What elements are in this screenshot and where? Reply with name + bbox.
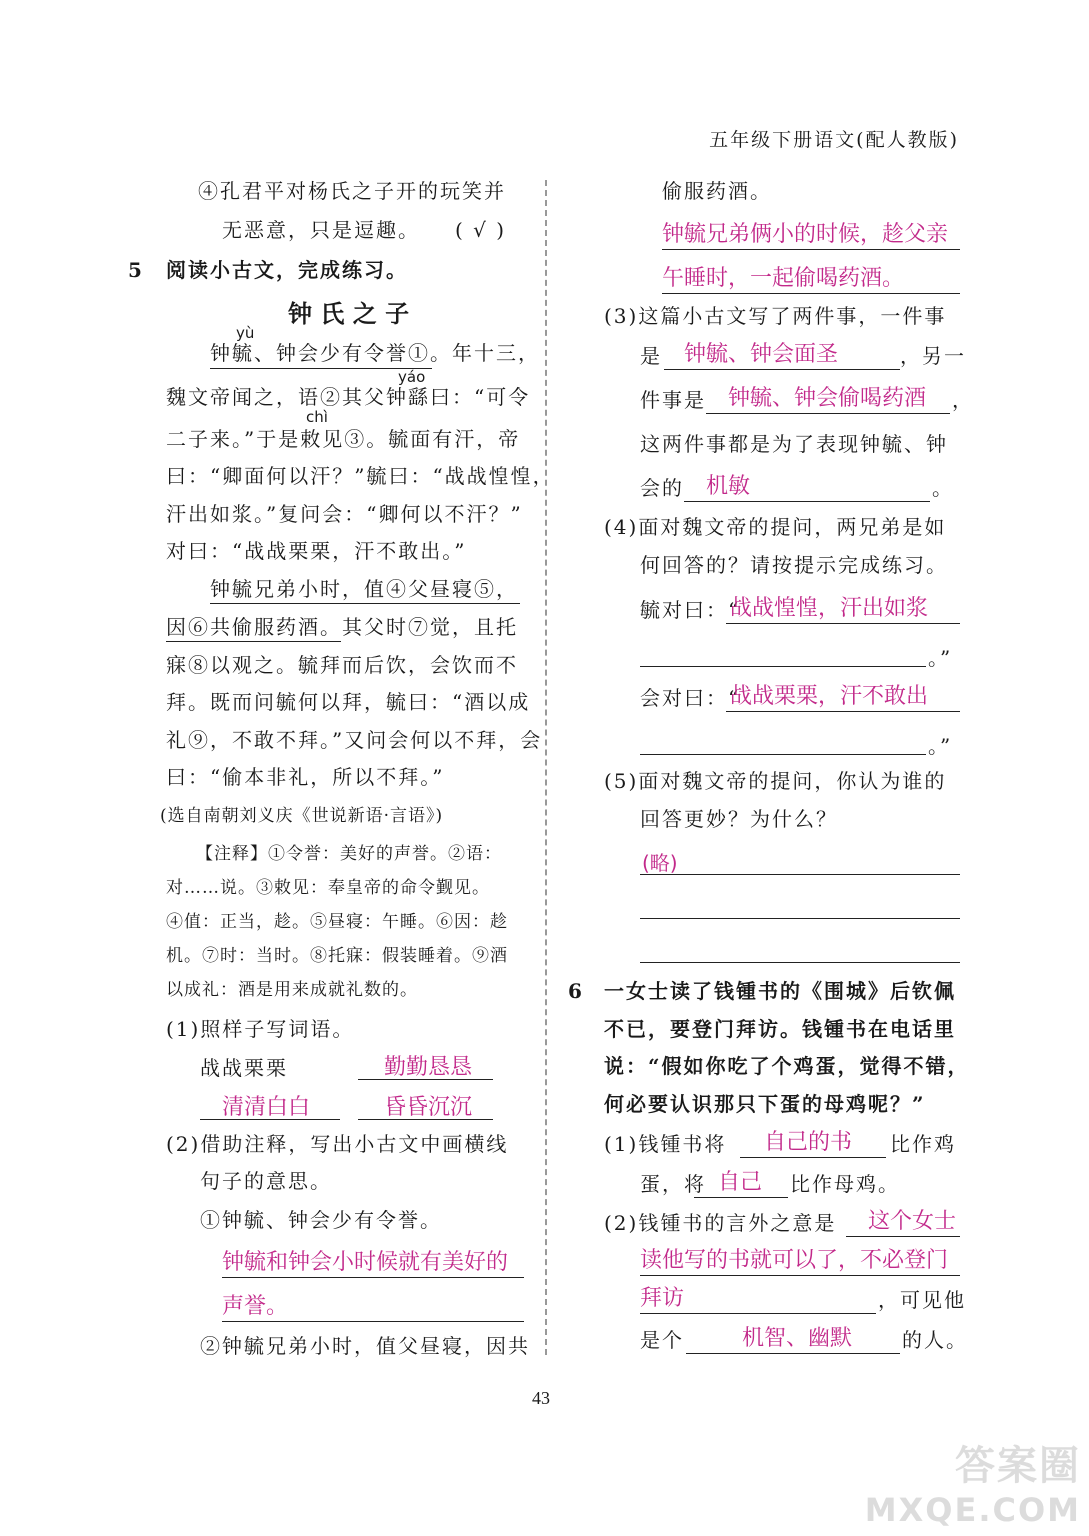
answer-1b: 清清白白: [222, 1095, 311, 1120]
q6-sub2-post: ，可见他: [878, 1288, 966, 1312]
sub2-line2: 句子的意思。: [200, 1169, 332, 1193]
q6-line2: 不已，要登门拜访。钱锺书在电话里: [604, 1017, 956, 1041]
passage-line4: 曰：“卿面何以汗？”毓曰：“战战惶惶，: [166, 464, 555, 488]
answer-2a-line1: 钟毓和钟会小时候就有美好的: [222, 1250, 509, 1275]
answer-2a-line2: 声誉。: [222, 1294, 289, 1319]
page-number: 43: [532, 1388, 550, 1408]
answer-6b: 自己: [718, 1170, 763, 1195]
answer-1c: 昏昏沉沉: [384, 1095, 473, 1120]
blank-3a: [664, 369, 900, 370]
sub2-item1: ①钟毓、钟会少有令誉。: [200, 1208, 442, 1232]
watermark-line2: MXQE.COM: [864, 1491, 1081, 1529]
blank-1a: [358, 1079, 493, 1080]
blank-3b: [706, 413, 950, 414]
answer-5: (略): [642, 851, 678, 875]
blank-4a-line2: [640, 666, 926, 667]
blank-2a-line2: [222, 1321, 524, 1322]
sub4-hui-label: 会对曰：“: [640, 686, 741, 710]
q6-number: 6: [568, 979, 584, 1003]
sub2-item2: ②钟毓兄弟小时，值父昼寝，因共: [200, 1334, 530, 1358]
passage-line12: 曰：“偷本非礼，所以不拜。”: [166, 765, 445, 789]
q6-sub1-line2-post: 比作母鸡。: [790, 1172, 900, 1196]
q6-line3: 说：“假如你吃了个鸡蛋，觉得不错，: [604, 1054, 970, 1078]
answer-2b-line1: 钟毓兄弟俩小的时候，趁父亲: [662, 222, 949, 247]
blank-2a-line1: [222, 1277, 524, 1278]
passage-line9: 寐⑧以观之。毓拜而后饮，会饮而不: [166, 653, 518, 677]
blank-2b-line1: [662, 249, 960, 250]
blank-6c-line2: [640, 1275, 960, 1276]
passage-line2: 魏文帝闻之，语②其父钟繇曰：“可令: [166, 385, 531, 409]
passage-line1: 钟毓、钟会少有令誉①。年十三，: [210, 341, 540, 365]
note-line3: ④值：正当，趁。⑤昼寝：午睡。⑥因：趁: [166, 912, 508, 932]
sub2-item2-cont: 偷服药酒。: [662, 179, 772, 203]
underline-p7: [210, 603, 520, 604]
sub5-line2: 回答更妙？为什么？: [640, 807, 838, 831]
note-line2: 对……说。③敕见：奉皇帝的命令觐见。: [166, 878, 490, 898]
answer-4a: 战战惶惶，汗出如浆: [730, 596, 929, 621]
sub3-line3-pre: 件事是: [640, 388, 706, 412]
sub3-line3-post: ，: [952, 388, 974, 412]
q6-line1: 一女士读了钱锺书的《围城》后钦佩: [604, 979, 956, 1003]
note-line1: 【注释】①令誉：美好的声誉。②语：: [196, 844, 502, 864]
sub3-line1: (3)这篇小古文写了两件事，一件事: [604, 304, 947, 328]
q4-item4-line1: ④孔君平对杨氏之子开的玩笑并: [198, 179, 506, 203]
watermark-line1: 答案圈: [955, 1443, 1081, 1489]
answer-3b: 钟毓、钟会偷喝药酒: [728, 386, 927, 411]
passage-line8: 因⑥共偷服药酒。其父时⑦觉，且托: [166, 615, 518, 639]
blank-4b-line2: [640, 754, 926, 755]
passage-line7: 钟毓兄弟小时，值④父昼寝⑤，: [210, 577, 518, 601]
q6-sub2-pre: (2)钱锺书的言外之意是: [604, 1211, 837, 1235]
answer-4b: 战战栗栗，汗不敢出: [730, 684, 929, 709]
passage-line3: 二子来。”于是敕见③。毓面有汗，帝: [166, 427, 521, 451]
blank-6c-line1: [846, 1236, 960, 1237]
blank-4b-line1: [726, 711, 960, 712]
blank-1b: [200, 1119, 340, 1120]
sub1-prompt: (1)照样子写词语。: [166, 1017, 355, 1041]
q4-item4-mark: ( √ ): [455, 218, 507, 242]
answer-6d: 机智、幽默: [742, 1326, 853, 1351]
sample-word: 战战栗栗: [200, 1056, 288, 1080]
q5-number: 5: [128, 258, 144, 282]
passage-line6: 对曰：“战战栗栗，汗不敢出。”: [166, 539, 467, 563]
sub3-line4: 这两件事都是为了表现钟毓、钟: [640, 432, 948, 456]
answer-2b-line2: 午睡时，一起偷喝药酒。: [662, 266, 905, 291]
poem-title: 钟 氏 之 子: [288, 299, 410, 328]
sub4-hui-close: 。”: [928, 734, 953, 758]
q6-sub2-line4-post: 的人。: [902, 1328, 968, 1352]
answer-6c-line1: 这个女士: [868, 1209, 957, 1234]
answer-1a: 勤勤恳恳: [384, 1055, 473, 1080]
sub4-line2: 何回答的？请按提示完成练习。: [640, 553, 948, 577]
sub3-line2-pre: 是: [640, 344, 662, 368]
blank-2b-line2: [662, 293, 960, 294]
q6-line4: 何必要认识那只下蛋的母鸡呢？”: [604, 1092, 926, 1116]
answer-3a: 钟毓、钟会面圣: [684, 342, 839, 367]
q5-title: 阅读小古文，完成练习。: [166, 258, 408, 282]
answer-6c-line3: 拜访: [640, 1286, 685, 1311]
blank-5-line3: [640, 962, 960, 963]
answer-3c: 机敏: [706, 474, 751, 499]
sub4-line1: (4)面对魏文帝的提问，两兄弟是如: [604, 515, 947, 539]
q4-item4-line2: 无恶意，只是逗趣。: [222, 218, 420, 242]
blank-5-line2: [640, 918, 960, 919]
blank-6d: [686, 1353, 900, 1354]
underline-p8: [166, 641, 341, 642]
pinyin-chi: chì: [306, 408, 328, 426]
answer-6a: 自己的书: [764, 1130, 853, 1155]
sub3-line2-post: ，另一: [900, 344, 966, 368]
column-divider: [545, 180, 547, 1355]
q6-sub1-post: 比作鸡: [890, 1132, 956, 1156]
passage-source: (选自南朝刘义庆《世说新语·言语》): [160, 806, 444, 826]
blank-6a: [740, 1157, 886, 1158]
sub4-yu-label: 毓对曰：“: [640, 598, 741, 622]
note-line5: 以成礼：酒是用来成就礼数的。: [166, 980, 418, 1000]
passage-line11: 礼⑨，不敢不拜。”又问会何以不拜，会: [166, 728, 543, 752]
blank-1c: [358, 1119, 493, 1120]
blank-3c: [684, 501, 930, 502]
blank-6b: [694, 1197, 788, 1198]
sub3-line5-pre: 会的: [640, 476, 684, 500]
sub5-line1: (5)面对魏文帝的提问，你认为谁的: [604, 769, 947, 793]
sub3-line5-post: 。: [932, 476, 954, 500]
page-header: 五年级下册语文(配人教版): [709, 129, 959, 151]
passage-line5: 汗出如浆。”复问会：“卿何以不汗？”: [166, 502, 523, 526]
blank-4a-line1: [726, 623, 960, 624]
sub4-yu-close: 。”: [928, 646, 953, 670]
watermark-logo: [865, 1444, 1081, 1532]
blank-6c-line3: [640, 1313, 876, 1314]
note-line4: 机。⑦时：当时。⑧托寐：假装睡着。⑨酒: [166, 946, 508, 966]
pinyin-yu: yù: [236, 324, 255, 342]
blank-5-line1: [640, 874, 960, 875]
answer-6c-line2: 读他写的书就可以了，不必登门: [640, 1248, 949, 1273]
q6-sub1-pre: (1)钱锺书将: [604, 1132, 727, 1156]
passage-line10: 拜。既而问毓何以拜，毓曰：“酒以成: [166, 690, 531, 714]
pinyin-yao: yáo: [398, 368, 426, 386]
q6-sub2-line4-pre: 是个: [640, 1328, 684, 1352]
sub2-line1: (2)借助注释，写出小古文中画横线: [166, 1132, 509, 1156]
q6-sub1-line2-pre: 蛋，将: [640, 1172, 706, 1196]
